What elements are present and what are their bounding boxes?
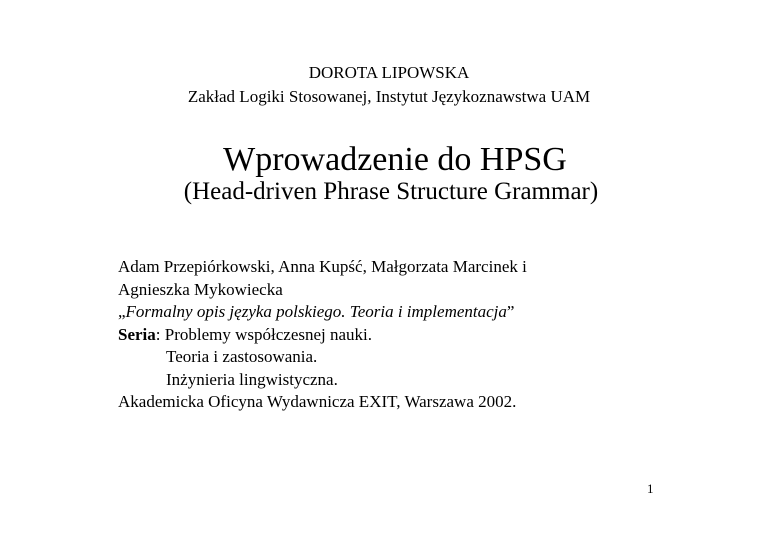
document-title: Wprowadzenie do HPSG	[223, 141, 567, 178]
series-label: Seria	[118, 324, 156, 344]
reference-book-title-line	[118, 301, 718, 324]
reference-publisher: Akademicka Oficyna Wydawnicza EXIT, Warszawa 2002.	[118, 392, 517, 411]
reference-series-line	[118, 324, 718, 347]
author-affiliation: Zakład Logiki Stosowanej, Instytut Językoznawstwa UAM	[187, 87, 591, 106]
series-subline-1: Teoria i zastosowania.	[166, 347, 318, 366]
document-subtitle: (Head-driven Phrase Structure Grammar)	[183, 178, 599, 205]
author-name: DOROTA LIPOWSKA	[308, 63, 470, 82]
series-text: : Problemy współczesnej nauki.	[155, 324, 373, 344]
quote-open: „	[118, 302, 126, 321]
bibliography-reference	[118, 256, 718, 414]
series-subline-2: Inżynieria lingwistyczna.	[166, 369, 338, 389]
reference-authors-line-2: Agnieszka Mykowiecka	[118, 279, 283, 299]
reference-book-title: Formalny opis języka polskiego. Teoria i implementacja	[125, 302, 507, 321]
page-number: 1	[647, 481, 654, 496]
reference-authors-line-1: Adam Przepiórkowski, Anna Kupść, Małgorzata Marcinek i	[118, 257, 527, 276]
quote-close: ”	[506, 302, 515, 321]
